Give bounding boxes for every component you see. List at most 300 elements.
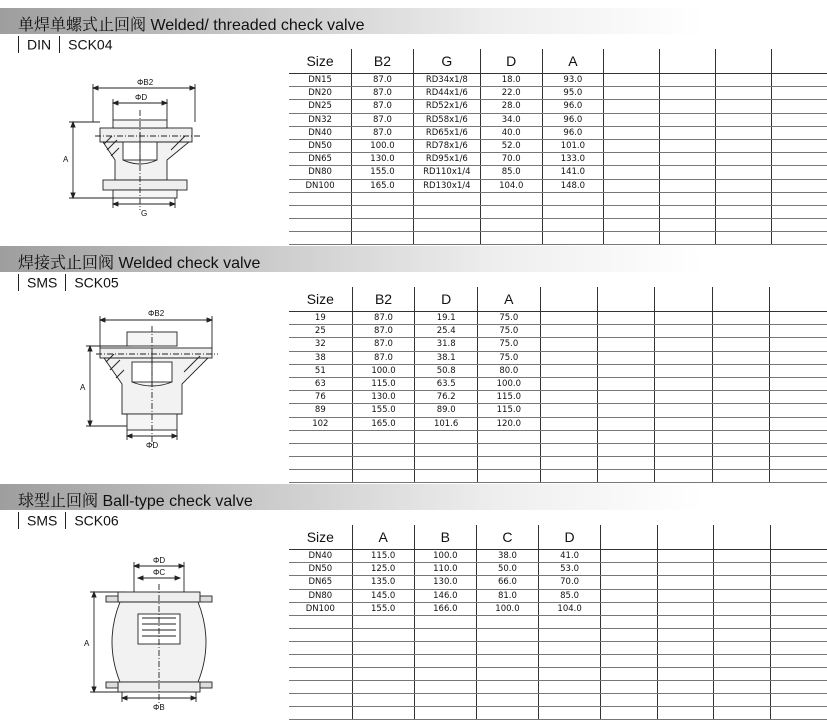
table-cell — [352, 706, 414, 719]
table-cell — [476, 693, 538, 706]
table-cell — [657, 615, 714, 628]
table-cell — [771, 139, 827, 152]
table-row-empty — [289, 192, 827, 205]
column-header: A — [352, 525, 414, 550]
table-cell — [660, 113, 716, 126]
table-cell: 165.0 — [352, 417, 415, 430]
table-cell — [476, 628, 538, 641]
table-cell: 87.0 — [352, 74, 414, 87]
table-row — [289, 87, 827, 100]
table-cell: 100.0 — [352, 139, 414, 152]
table-cell — [539, 628, 601, 641]
table-body — [289, 550, 827, 720]
table-cell — [770, 443, 827, 456]
table-cell — [539, 693, 601, 706]
table-cell: 100.0 — [414, 550, 476, 563]
table-cell: 87.0 — [352, 312, 415, 325]
table-cell — [715, 153, 771, 166]
dim-label-d: ΦD — [146, 441, 159, 450]
table-cell — [715, 100, 771, 113]
spec-table-sck04 — [289, 49, 827, 245]
table-cell: 93.0 — [542, 74, 604, 87]
table-cell — [540, 404, 597, 417]
table-cell — [476, 654, 538, 667]
table-cell — [712, 312, 769, 325]
table-cell — [715, 113, 771, 126]
table-cell — [770, 693, 827, 706]
table-cell — [415, 443, 478, 456]
table-cell — [712, 351, 769, 364]
table-cell — [770, 377, 827, 390]
table-cell — [657, 602, 714, 615]
table-cell — [598, 469, 655, 482]
table-cell — [770, 602, 827, 615]
table-cell — [714, 680, 771, 693]
table-cell: 148.0 — [542, 179, 604, 192]
standard-label: SMS — [27, 512, 58, 529]
table-cell — [598, 325, 655, 338]
table-row — [289, 364, 827, 377]
column-header: Size — [289, 287, 352, 312]
dim-label-a: A — [84, 639, 90, 648]
table-cell: 145.0 — [352, 589, 414, 602]
column-header: C — [476, 525, 538, 550]
table-cell — [714, 615, 771, 628]
table-cell — [771, 74, 827, 87]
table-cell: 100.0 — [352, 364, 415, 377]
table-row-empty — [289, 680, 827, 693]
section-subtitle — [18, 273, 119, 293]
table-cell — [415, 430, 478, 443]
section-subtitle — [18, 511, 119, 531]
table-cell — [660, 231, 716, 244]
table-cell: DN50 — [289, 139, 352, 152]
spec-table-sck05 — [289, 287, 827, 483]
column-header — [770, 525, 827, 550]
table-cell — [660, 153, 716, 166]
table-cell — [289, 456, 352, 469]
table-cell — [714, 628, 771, 641]
table-row — [289, 550, 827, 563]
table-cell — [415, 469, 478, 482]
table-cell — [542, 205, 604, 218]
table-cell: DN20 — [289, 87, 352, 100]
table-row-empty — [289, 430, 827, 443]
table-cell — [352, 615, 414, 628]
table-cell — [540, 430, 597, 443]
table-cell — [771, 218, 827, 231]
table-row-empty — [289, 641, 827, 654]
table-cell — [770, 430, 827, 443]
table-cell — [289, 654, 352, 667]
table-row — [289, 391, 827, 404]
table-cell: 130.0 — [352, 391, 415, 404]
table-cell — [771, 153, 827, 166]
table-row — [289, 602, 827, 615]
table-cell — [598, 417, 655, 430]
table-cell: 75.0 — [477, 338, 540, 351]
table-cell: 101.6 — [415, 417, 478, 430]
table-cell — [476, 706, 538, 719]
table-row — [289, 351, 827, 364]
table-cell — [657, 628, 714, 641]
table-cell: RD110x1/4 — [413, 166, 480, 179]
table-cell — [655, 430, 712, 443]
table-cell — [604, 205, 660, 218]
table-cell — [655, 456, 712, 469]
table-cell — [542, 192, 604, 205]
table-cell: 63 — [289, 377, 352, 390]
table-cell — [714, 550, 771, 563]
column-header: G — [413, 49, 480, 74]
table-cell: DN65 — [289, 153, 352, 166]
table-cell: 52.0 — [480, 139, 542, 152]
table-cell — [598, 377, 655, 390]
table-cell — [539, 654, 601, 667]
table-cell: 87.0 — [352, 126, 414, 139]
section-title-bar — [0, 246, 827, 272]
table-cell — [712, 391, 769, 404]
section-sck05 — [0, 246, 827, 471]
table-cell — [715, 139, 771, 152]
table-cell — [604, 139, 660, 152]
standard-label: SMS — [27, 274, 58, 291]
table-cell: 120.0 — [477, 417, 540, 430]
table-cell — [604, 179, 660, 192]
table-header-row — [289, 287, 827, 312]
table-cell: 38 — [289, 351, 352, 364]
table-cell — [598, 312, 655, 325]
table-cell — [660, 179, 716, 192]
dim-label-b: ΦB — [153, 703, 165, 712]
table-cell: 130.0 — [414, 576, 476, 589]
table-cell — [540, 364, 597, 377]
table-cell — [770, 706, 827, 719]
table-cell: 80.0 — [477, 364, 540, 377]
table-cell — [655, 391, 712, 404]
table-cell — [598, 338, 655, 351]
table-cell — [604, 153, 660, 166]
table-cell — [657, 654, 714, 667]
table-cell — [413, 192, 480, 205]
table-cell — [714, 576, 771, 589]
table-body — [289, 312, 827, 483]
table-cell — [413, 218, 480, 231]
table-cell — [352, 205, 414, 218]
table-cell — [352, 654, 414, 667]
table-cell — [601, 667, 658, 680]
column-header — [715, 49, 771, 74]
table-cell — [601, 602, 658, 615]
table-cell — [539, 615, 601, 628]
table-cell: DN15 — [289, 74, 352, 87]
dim-label-c: ΦC — [153, 568, 166, 577]
table-cell — [770, 667, 827, 680]
table-cell — [660, 218, 716, 231]
table-cell — [660, 205, 716, 218]
table-row — [289, 563, 827, 576]
table-cell: RD95x1/6 — [413, 153, 480, 166]
table-cell: DN80 — [289, 589, 352, 602]
table-cell — [715, 205, 771, 218]
table-cell — [657, 641, 714, 654]
table-cell — [539, 706, 601, 719]
table-cell — [770, 576, 827, 589]
table-cell — [289, 430, 352, 443]
table-cell: 155.0 — [352, 166, 414, 179]
table-cell: DN40 — [289, 550, 352, 563]
table-cell — [352, 192, 414, 205]
model-code: SCK04 — [68, 36, 113, 53]
table-cell — [477, 443, 540, 456]
table-cell — [712, 364, 769, 377]
table-cell — [289, 469, 352, 482]
table-cell: 115.0 — [352, 377, 415, 390]
table-cell: RD34x1/8 — [413, 74, 480, 87]
standard-label: DIN — [27, 36, 52, 53]
table-cell — [715, 166, 771, 179]
table-cell — [540, 351, 597, 364]
table-cell — [771, 205, 827, 218]
table-cell — [601, 563, 658, 576]
table-row — [289, 325, 827, 338]
table-cell — [771, 100, 827, 113]
table-cell — [540, 377, 597, 390]
table-cell — [480, 218, 542, 231]
column-header — [771, 49, 827, 74]
table-cell: 22.0 — [480, 87, 542, 100]
table-cell — [601, 654, 658, 667]
table-cell — [540, 456, 597, 469]
table-cell: 85.0 — [480, 166, 542, 179]
table-cell — [289, 667, 352, 680]
table-row-empty — [289, 469, 827, 482]
table-cell — [771, 231, 827, 244]
table-row — [289, 166, 827, 179]
table-cell — [477, 456, 540, 469]
table-cell: 40.0 — [480, 126, 542, 139]
table-cell — [604, 100, 660, 113]
table-cell: 51 — [289, 364, 352, 377]
column-header — [604, 49, 660, 74]
table-cell — [476, 615, 538, 628]
table-cell — [655, 312, 712, 325]
table-cell — [352, 231, 414, 244]
dim-label-g: G — [141, 209, 148, 218]
table-cell — [771, 179, 827, 192]
table-cell: 41.0 — [539, 550, 601, 563]
table-header-row — [289, 525, 827, 550]
table-cell — [414, 667, 476, 680]
column-header: A — [542, 49, 604, 74]
table-cell — [770, 338, 827, 351]
column-header — [601, 525, 658, 550]
table-cell: 87.0 — [352, 325, 415, 338]
table-cell — [540, 338, 597, 351]
column-header — [655, 287, 712, 312]
table-cell: 25.4 — [415, 325, 478, 338]
table-cell — [414, 654, 476, 667]
table-cell — [601, 576, 658, 589]
table-cell — [604, 74, 660, 87]
table-cell — [604, 113, 660, 126]
valve-diagram-sck04 — [55, 70, 225, 220]
table-cell — [601, 589, 658, 602]
table-cell — [715, 87, 771, 100]
table-cell — [714, 563, 771, 576]
table-cell — [660, 126, 716, 139]
table-cell: 66.0 — [476, 576, 538, 589]
table-cell — [352, 667, 414, 680]
table-cell — [601, 550, 658, 563]
table-cell — [770, 628, 827, 641]
table-cell: 50.8 — [415, 364, 478, 377]
table-cell: 87.0 — [352, 100, 414, 113]
table-cell — [540, 469, 597, 482]
section-title: 焊接式止回阀 Welded check valve — [18, 255, 261, 272]
table-cell — [655, 443, 712, 456]
table-cell — [352, 680, 414, 693]
table-row — [289, 404, 827, 417]
table-cell — [542, 231, 604, 244]
table-cell: 75.0 — [477, 325, 540, 338]
table-cell — [289, 693, 352, 706]
table-cell: RD44x1/6 — [413, 87, 480, 100]
table-cell — [414, 615, 476, 628]
section-subtitle — [18, 35, 112, 55]
dim-label-a: A — [63, 155, 69, 164]
table-cell: 19 — [289, 312, 352, 325]
table-cell — [715, 74, 771, 87]
table-cell — [770, 417, 827, 430]
table-row — [289, 179, 827, 192]
table-cell: 100.0 — [476, 602, 538, 615]
table-cell — [598, 391, 655, 404]
column-header: B2 — [352, 49, 414, 74]
column-header — [540, 287, 597, 312]
table-cell: 115.0 — [477, 391, 540, 404]
table-row-empty — [289, 693, 827, 706]
table-cell — [415, 456, 478, 469]
table-cell: DN80 — [289, 166, 352, 179]
dim-label-b2: ΦB2 — [137, 78, 154, 87]
table-cell — [660, 166, 716, 179]
table-cell — [715, 218, 771, 231]
table-cell: RD130x1/4 — [413, 179, 480, 192]
table-cell — [539, 667, 601, 680]
table-cell — [289, 443, 352, 456]
table-cell — [414, 706, 476, 719]
table-cell: 34.0 — [480, 113, 542, 126]
table-cell: 104.0 — [480, 179, 542, 192]
table-cell: 25 — [289, 325, 352, 338]
table-cell: 155.0 — [352, 602, 414, 615]
table-cell: 89 — [289, 404, 352, 417]
table-cell: 130.0 — [352, 153, 414, 166]
table-row — [289, 74, 827, 87]
section-title-bar — [0, 484, 827, 510]
table-cell: 75.0 — [477, 351, 540, 364]
table-cell: DN50 — [289, 563, 352, 576]
table-cell: 28.0 — [480, 100, 542, 113]
table-row — [289, 113, 827, 126]
table-cell — [604, 126, 660, 139]
table-cell — [601, 615, 658, 628]
table-cell — [770, 404, 827, 417]
table-cell — [714, 706, 771, 719]
table-cell — [477, 430, 540, 443]
valve-diagram-sck05 — [72, 306, 232, 456]
table-cell — [712, 417, 769, 430]
table-row-empty — [289, 443, 827, 456]
table-cell: 104.0 — [539, 602, 601, 615]
table-cell — [540, 312, 597, 325]
table-cell — [655, 417, 712, 430]
table-cell — [289, 218, 352, 231]
table-cell: 85.0 — [539, 589, 601, 602]
table-row-empty — [289, 667, 827, 680]
table-cell — [770, 654, 827, 667]
table-cell — [660, 192, 716, 205]
table-cell — [414, 628, 476, 641]
table-cell — [413, 205, 480, 218]
section-title: 单焊单螺式止回阀 Welded/ threaded check valve — [18, 17, 365, 34]
table-cell — [770, 391, 827, 404]
table-cell — [714, 641, 771, 654]
table-cell: 31.8 — [415, 338, 478, 351]
column-header: D — [480, 49, 542, 74]
table-header-row — [289, 49, 827, 74]
table-row — [289, 312, 827, 325]
column-header — [657, 525, 714, 550]
table-cell: 146.0 — [414, 589, 476, 602]
table-cell: 70.0 — [480, 153, 542, 166]
table-cell — [352, 641, 414, 654]
table-cell — [657, 680, 714, 693]
table-row — [289, 377, 827, 390]
table-cell — [540, 443, 597, 456]
table-cell — [655, 325, 712, 338]
table-cell: 38.0 — [476, 550, 538, 563]
table-cell — [770, 615, 827, 628]
table-row — [289, 153, 827, 166]
table-row — [289, 589, 827, 602]
table-cell — [289, 205, 352, 218]
table-cell — [655, 338, 712, 351]
spec-table-sck06 — [289, 525, 827, 720]
table-cell: 102 — [289, 417, 352, 430]
table-cell — [604, 218, 660, 231]
table-cell — [540, 325, 597, 338]
section-sck06 — [0, 484, 827, 720]
table-cell: 133.0 — [542, 153, 604, 166]
model-code: SCK06 — [74, 512, 119, 529]
table-cell — [660, 87, 716, 100]
table-cell — [414, 680, 476, 693]
table-cell — [655, 351, 712, 364]
table-cell — [771, 126, 827, 139]
table-cell: 155.0 — [352, 404, 415, 417]
table-row-empty — [289, 456, 827, 469]
table-cell — [770, 680, 827, 693]
table-cell — [770, 641, 827, 654]
table-cell — [655, 377, 712, 390]
table-cell — [715, 231, 771, 244]
table-cell — [657, 693, 714, 706]
table-cell — [655, 469, 712, 482]
table-cell — [289, 192, 352, 205]
dim-label-b2: ΦB2 — [148, 309, 165, 318]
